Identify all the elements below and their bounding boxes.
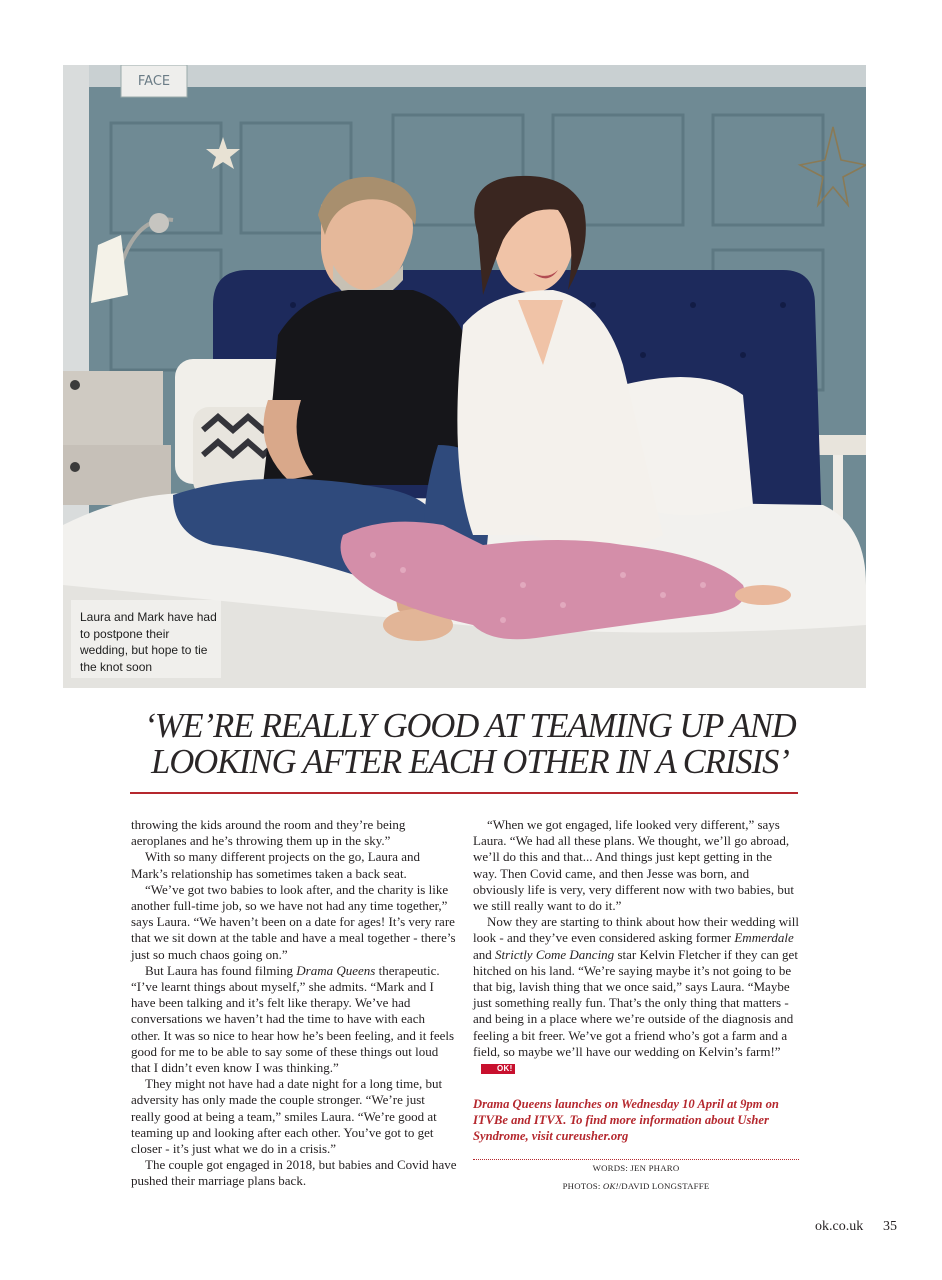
words-credit: WORDS: JEN PHARO <box>592 1163 680 1173</box>
promo-text: Drama Queens launches on Wednesday 10 April at 9pm on ITVBe and ITVX. To find more information about Usher Syndrome, visit cureusher.org <box>473 1097 779 1144</box>
headline-rule <box>130 792 798 794</box>
paragraph <box>131 963 457 1076</box>
show-title: Strictly Come Dancing <box>495 946 615 962</box>
text-run: star Kelvin Fletcher if they can get hitched on his land. “We’re saying maybe it’s not going to be that big, lavish thing that we once said,” says Laura. “Maybe just something really fun. That’s the only thing that matters - and being in a place where we’re outside of the diagnosis and feeling a bit freer. We’ve got a friend who’s got a farm and a field, so maybe we’ll have our wedding on Kelvin’s farm!” <box>473 946 798 1059</box>
paragraph: With so many different projects on the go, Laura and Mark’s relationship has sometimes taken a back seat. <box>131 849 421 881</box>
credits-divider <box>473 1159 799 1160</box>
paragraph <box>473 914 799 1076</box>
text-run: PHOTOS: <box>562 1181 603 1191</box>
paragraph: The couple got engaged in 2018, but babies and Covid have pushed their marriage plans back. <box>131 1157 457 1189</box>
text-run: therapeutic. “I’ve learnt things about myself,” she admits. “Mark and I have been talking and it’s felt like therapy. We’ve had conversations we haven’t had the time to have with each other. It was so nice to hear how he’s been feeling, and it feels good for me to be able to say some of these things out loud that I didn’t even know I was thinking.” <box>131 962 455 1076</box>
text-run: and <box>473 946 496 962</box>
body-column-left <box>131 817 457 1190</box>
text-run: /DAVID LONGSTAFFE <box>618 1181 710 1191</box>
feature-photo <box>63 65 866 688</box>
text-run: But Laura has found filming <box>145 962 297 978</box>
headline <box>100 708 840 780</box>
folio-site: ok.co.uk <box>815 1219 864 1234</box>
page-number: 35 <box>883 1219 897 1234</box>
paragraph: They might not have had a date night for a long time, but adversity has only made the couple stronger. “We’re just really good at being a team,” smiles Laura. “We’re good at teaming up and looking after each other. You’ve got to get closer - it’s just what we do in a crisis.” <box>131 1076 443 1157</box>
paragraph: “When we got engaged, life looked very different,” says Laura. “We had all these plans. We thought, we’ll go abroad, we’ll do this and that... And things just kept getting in the way. Then Covid came, and then Jesse was born, and obviously life is very, very different now with two babies, but we still really want to do it.” <box>473 817 794 914</box>
photo-caption: Laura and Mark have had to postpone their wedding, but hope to tie the knot soon <box>80 610 217 674</box>
photos-credit <box>473 1181 799 1191</box>
face-sign: FACE <box>137 74 171 89</box>
show-title: Drama Queens <box>296 962 376 978</box>
body-column-right <box>473 817 799 1076</box>
headline-line-1: ‘WE’RE REALLY GOOD AT TEAMING UP AND <box>144 707 796 745</box>
paragraph: throwing the kids around the room and they’re being aeroplanes and he’s throwing them up in the sky.” <box>131 817 406 849</box>
headline-line-2: LOOKING AFTER EACH OTHER IN A CRISIS’ <box>151 743 789 781</box>
text-run: Now they are starting to think about how their wedding will look - and they’ve even considered asking former <box>473 914 799 946</box>
text-run: OK! <box>602 1181 619 1191</box>
ok-end-mark-icon: OK! <box>481 1064 515 1074</box>
couple-photo-illustration <box>63 65 866 688</box>
show-title: Emmerdale <box>734 930 794 946</box>
paragraph: “We’ve got two babies to look after, and the charity is like another full-time job, so we have not had any time together,” says Laura. “We haven’t been on a date for ages! It’s very rare that we sit down at the table and have a meal together - there’s just so much chaos going on.” <box>131 881 456 962</box>
